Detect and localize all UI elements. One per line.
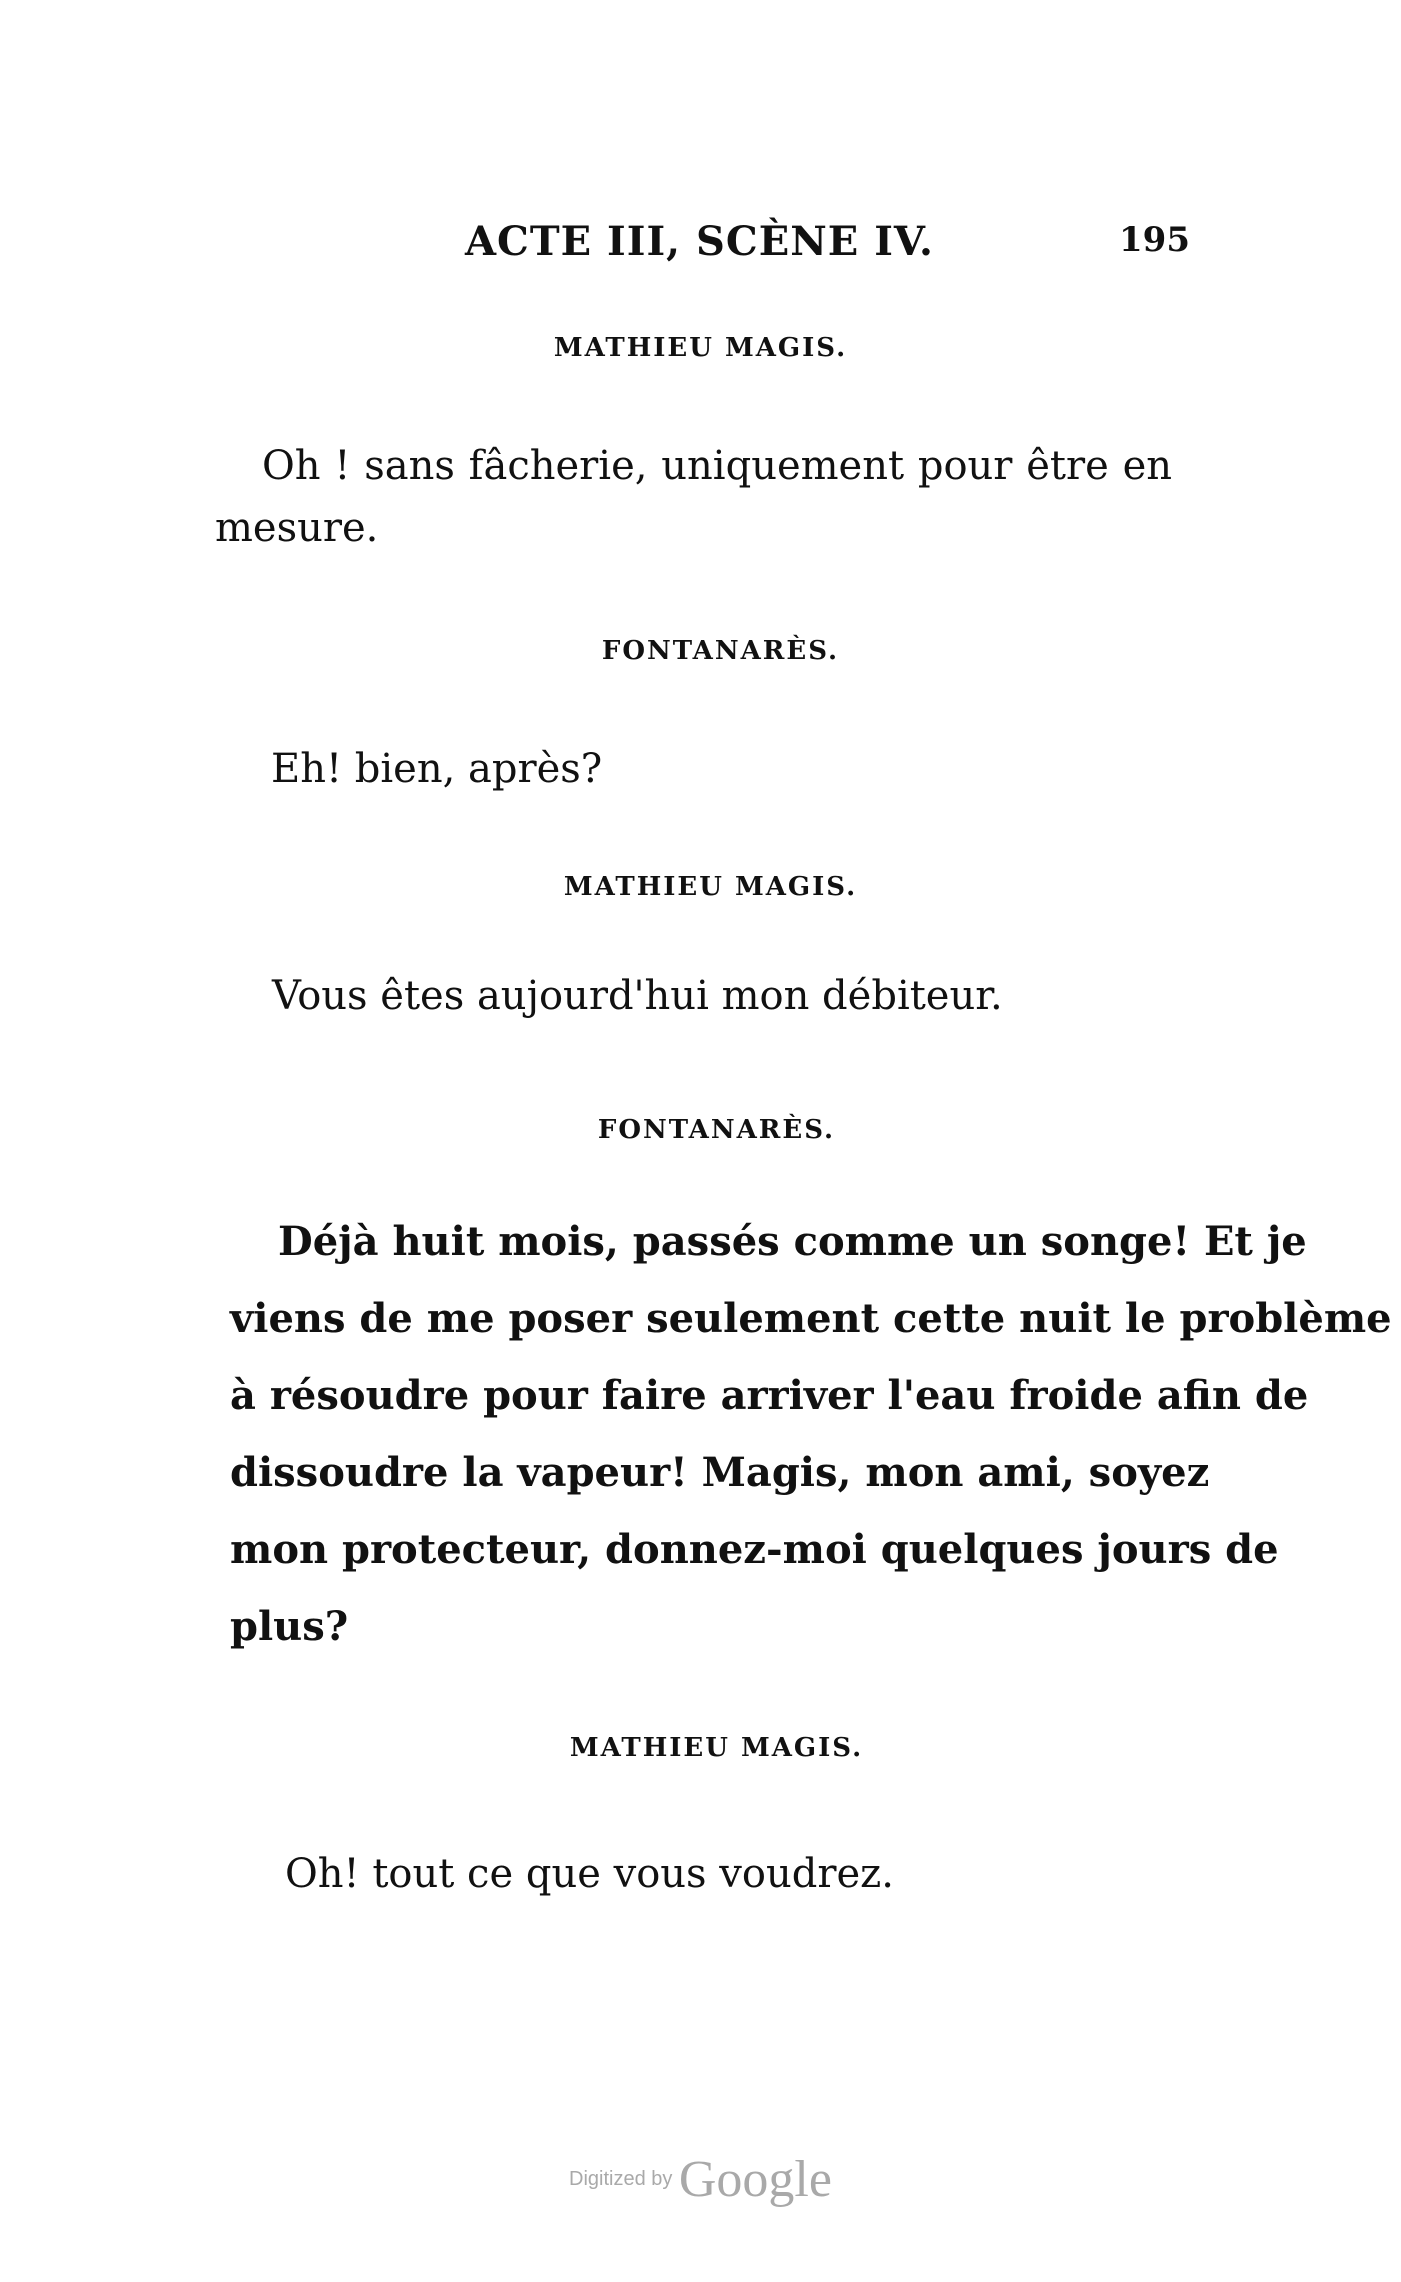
speech-line: plus?	[230, 1603, 349, 1650]
running-title: ACTE III, SCÈNE IV.	[465, 218, 934, 265]
running-head	[465, 218, 1190, 278]
speech-line: dissoudre la vapeur! Magis, mon ami, soyez	[230, 1449, 1210, 1496]
speech-line: à résoudre pour faire arriver l'eau froide afin de	[230, 1372, 1309, 1419]
google-logo: Google	[678, 2151, 832, 2208]
speech-line: viens de me poser seulement cette nuit le problème	[230, 1295, 1392, 1342]
speech-line: mesure.	[215, 505, 379, 551]
speech-line: Déjà huit mois, passés comme un songe! Et je	[278, 1218, 1307, 1265]
speech-block	[230, 1203, 1392, 1665]
speech-block	[272, 958, 1003, 1035]
speech-block	[285, 1836, 894, 1913]
watermark-prefix: Digitized by	[569, 2168, 673, 2190]
speaker-name: MATHIEU MAGIS.	[569, 1733, 864, 1763]
speech-line: mon protecteur, donnez-moi quelques jours de	[230, 1526, 1279, 1573]
speech-line: Eh! bien, après?	[271, 746, 603, 792]
speech-block	[215, 490, 378, 567]
page-number: 195	[1119, 220, 1190, 260]
speech-line: Oh! tout ce que vous voudrez.	[285, 1851, 894, 1897]
speaker-name: FONTANARÈS.	[601, 636, 840, 666]
speaker-name: MATHIEU MAGIS.	[553, 333, 848, 363]
speech-line: Oh ! sans fâcherie, uniquement pour être en	[262, 443, 1172, 489]
speech-block	[271, 731, 602, 808]
speaker-name: FONTANARÈS.	[597, 1115, 836, 1145]
speech-line: Vous êtes aujourd'hui mon débiteur.	[272, 973, 1003, 1019]
digitized-by-google-watermark	[0, 2150, 1401, 2209]
speech-block	[262, 428, 1172, 505]
speaker-name: MATHIEU MAGIS.	[563, 872, 858, 902]
